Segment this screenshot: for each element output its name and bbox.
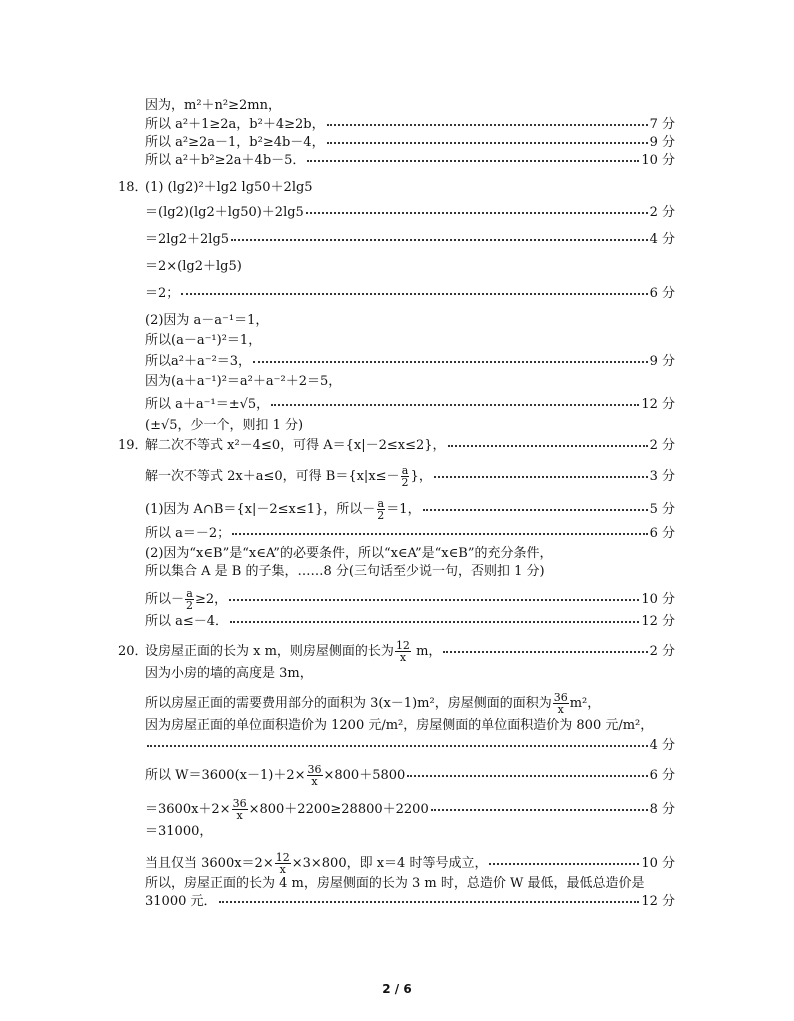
leader-dots xyxy=(327,138,648,144)
solution-line: (1)因为 A∩B＝{x|－2≤x≤1}，所以－ $\frac{a}{2}$ ＝1， 5 分 xyxy=(145,497,675,522)
question-number: 18． xyxy=(118,180,148,195)
leader-dots xyxy=(253,357,648,363)
solution-line: 因为，m²＋n²≥2mn， xyxy=(145,98,281,113)
leader-dots xyxy=(423,505,648,511)
leader-dots xyxy=(448,441,648,447)
leader-dots xyxy=(231,235,648,241)
score-mark: 9 分 xyxy=(649,135,675,150)
score-mark: 6 分 xyxy=(649,526,675,541)
solution-line: 所以，房屋正面的长为 4 m，房屋侧面的长为 3 m 时，总造价 W 最低，最低总造价是 xyxy=(145,876,645,891)
solution-line: 所以 a²＋1≥2a，b²＋4≥2b， 7 分 xyxy=(145,117,675,132)
score-mark: 10 分 xyxy=(641,592,675,607)
solution-line: ＝(lg2)(lg2＋lg50)＋2lg5 2 分 xyxy=(145,205,675,220)
score-mark: 6 分 xyxy=(649,768,675,783)
leader-dots xyxy=(181,289,647,295)
solution-line: (±√5，少一个，则扣 1 分) xyxy=(145,418,304,433)
score-mark: 12 分 xyxy=(641,894,675,909)
question-20-heading: 20． 设房屋正面的长为 x m，则房屋侧面的长为 $\frac{12}{x}$ m， 2 分 xyxy=(118,639,675,664)
page-number: 2 / 6 xyxy=(382,982,412,996)
solution-line: ＝3600x＋2× $\frac{36}{x}$ ×800＋2200≥28800＋2200 8 分 xyxy=(145,797,675,822)
solution-line: 所以房屋正面的需要费用部分的面积为 3(x－1)m²，房屋侧面的面积为 $\frac{36}{x}$ m²， xyxy=(145,691,601,716)
solution-line: 当且仅当 3600x＝2× $\frac{12}{x}$ ×3×800，即 x＝4 时等号成立， 10 分 xyxy=(145,851,675,876)
question-19-heading: 19． 解二次不等式 x²－4≤0，可得 A＝{x|－2≤x≤2}， 2 分 xyxy=(118,438,675,453)
solution-line xyxy=(145,738,675,754)
leader-dots xyxy=(307,156,639,162)
fraction: $\frac{12}{x}$ xyxy=(275,851,290,876)
solution-line: ＝2lg2＋2lg5 4 分 xyxy=(145,232,675,247)
leader-dots xyxy=(431,805,648,811)
solution-line: 所以 a＝－2； 6 分 xyxy=(145,526,675,541)
solution-line: 所以a²＋a⁻²＝3， 9 分 xyxy=(145,354,675,369)
solution-line: 所以 a²≥2a－1，b²≥4b－4， 9 分 xyxy=(145,135,675,150)
score-mark: 5 分 xyxy=(649,502,675,517)
leader-dots xyxy=(147,741,648,747)
question-number: 20． xyxy=(118,644,148,659)
score-mark: 2 分 xyxy=(649,438,675,453)
score-mark: 4 分 xyxy=(649,738,675,753)
solution-line: 所以 a≤－4． 12 分 xyxy=(145,614,675,629)
fraction: $\frac{36}{x}$ xyxy=(307,763,322,788)
solution-line: (2)因为 a－a⁻¹＝1， xyxy=(145,313,269,328)
leader-dots xyxy=(230,617,639,623)
fraction: $\frac{12}{x}$ xyxy=(395,639,410,664)
solution-line: 所以集合 A 是 B 的子集，……8 分(三句话至少说一句，否则扣 1 分) xyxy=(145,564,545,579)
solution-line: 所以 a＋a⁻¹＝±√5， 12 分 xyxy=(145,397,675,412)
score-mark: 4 分 xyxy=(649,232,675,247)
score-mark: 9 分 xyxy=(649,354,675,369)
leader-dots xyxy=(271,400,639,406)
solution-line: 解一次不等式 2x＋a≤0，可得 B＝{x|x≤－ $\frac{a}{2}$ }， 3 分 xyxy=(145,464,675,489)
leader-dots xyxy=(306,208,648,214)
score-mark: 8 分 xyxy=(649,802,675,817)
leader-dots xyxy=(489,859,639,865)
solution-line: 因为(a＋a⁻¹)²＝a²＋a⁻²＋2＝5， xyxy=(145,374,342,389)
fraction: $\frac{36}{x}$ xyxy=(553,691,568,716)
score-mark: 6 分 xyxy=(649,286,675,301)
leader-dots xyxy=(434,472,648,478)
score-mark: 3 分 xyxy=(649,469,675,484)
solution-line: 所以－ $\frac{a}{2}$ ≥2， 10 分 xyxy=(145,587,675,612)
solution-line: 所以(a－a⁻¹)²＝1， xyxy=(145,333,262,348)
score-mark: 2 分 xyxy=(649,205,675,220)
leader-dots xyxy=(229,595,639,601)
question-number: 19． xyxy=(118,438,148,453)
score-mark: 2 分 xyxy=(649,644,675,659)
score-mark: 12 分 xyxy=(641,397,675,412)
solution-line: 所以 a²＋b²≥2a＋4b－5． 10 分 xyxy=(145,153,675,168)
solution-line: 因为房屋正面的单位面积造价为 1200 元/m²，房屋侧面的单位面积造价为 800 元/m²， xyxy=(145,718,654,733)
solution-line: 因为小房的墙的高度是 3m， xyxy=(145,666,313,681)
fraction: $\frac{a}{2}$ xyxy=(186,587,194,612)
score-mark: 10 分 xyxy=(641,153,675,168)
question-18-heading: 18． (1) (lg2)²＋lg2 lg50＋2lg5 xyxy=(118,180,313,195)
solution-line: ＝31000， xyxy=(145,824,213,839)
leader-dots xyxy=(232,529,647,535)
score-mark: 10 分 xyxy=(641,856,675,871)
fraction: $\frac{a}{2}$ xyxy=(401,464,409,489)
solution-line: ＝2； 6 分 xyxy=(145,286,675,301)
leader-dots xyxy=(327,120,648,126)
solution-line: 31000 元． 12 分 xyxy=(145,894,675,909)
solution-line: 所以 W＝3600(x－1)＋2× $\frac{36}{x}$ ×800＋5800 6 分 xyxy=(145,763,675,788)
solution-line: (2)因为“x∈B”是“x∈A”的必要条件，所以“x∈A”是“x∈B”的充分条件， xyxy=(145,546,553,561)
fraction: $\frac{a}{2}$ xyxy=(377,497,385,522)
leader-dots xyxy=(219,897,640,903)
leader-dots xyxy=(443,647,647,653)
leader-dots xyxy=(407,771,647,777)
score-mark: 12 分 xyxy=(641,614,675,629)
solution-line: ＝2×(lg2＋lg5) xyxy=(145,259,242,274)
score-mark: 7 分 xyxy=(649,117,675,132)
fraction: $\frac{36}{x}$ xyxy=(232,797,247,822)
